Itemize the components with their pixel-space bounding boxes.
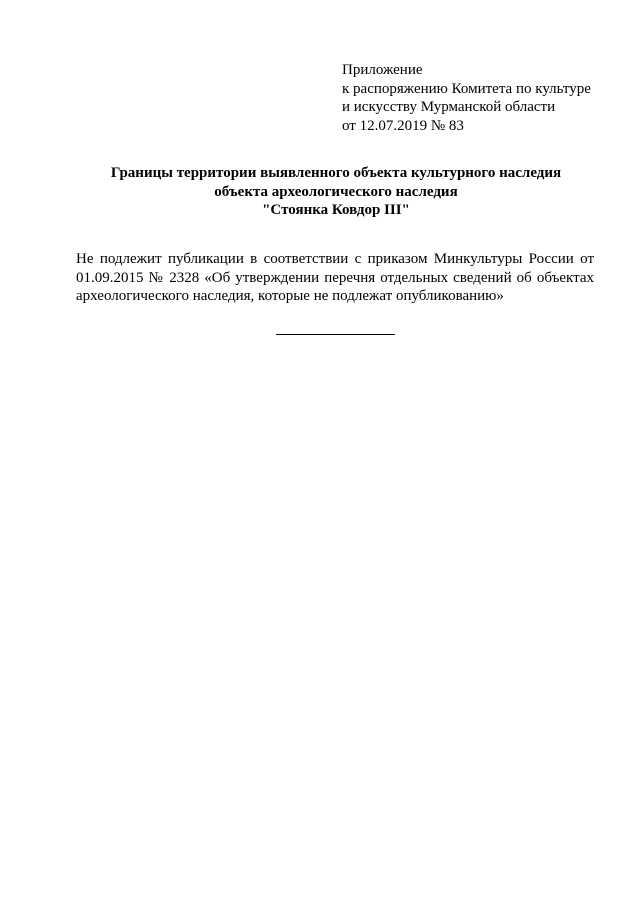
document-title: [60, 164, 612, 220]
appendix-date-number: от 12.07.2019 № 83: [342, 117, 464, 134]
note-line: археологического наследия, которые не подлежат опубликованию»: [76, 288, 504, 305]
appendix-line: и искусству Мурманской области: [342, 99, 556, 116]
title-line: объекта археологического наследия: [214, 183, 458, 200]
title-line: Границы территории выявленного объекта культурного наследия: [110, 165, 562, 181]
publication-restriction-note: [76, 250, 594, 306]
appendix-line: к распоряжению Комитета по культуре: [342, 80, 591, 97]
note-line: 01.09.2015 № 2328 «Об утверждении перечня отдельных сведений об объектах: [76, 269, 594, 286]
title-object-name: "Стоянка Ковдор III": [262, 202, 410, 219]
separator-line: [276, 334, 395, 335]
note-line: Не подлежит публикации в соответствии с приказом Минкультуры России от: [76, 251, 594, 267]
appendix-line: Приложение: [342, 62, 423, 78]
appendix-header: [342, 61, 612, 135]
